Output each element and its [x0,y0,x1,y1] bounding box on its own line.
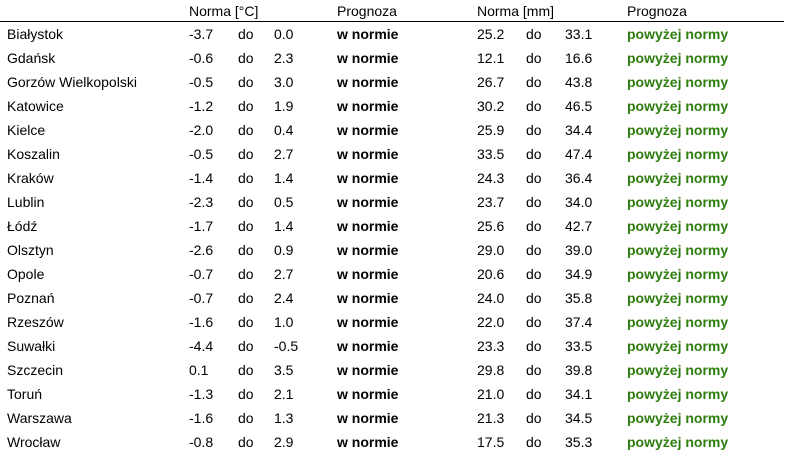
temp-max-cell: 2.7 [274,266,294,282]
temp-forecast-cell: w normie [337,434,399,450]
city-cell: Rzeszów [7,314,64,330]
table-row [0,70,800,94]
city-cell: Kielce [7,122,46,138]
city-cell: Katowice [7,98,64,114]
temp-max-cell: 2.7 [274,146,294,162]
header-precip-forecast: Prognoza [627,3,687,19]
precip-range-separator: do [526,362,542,378]
table-row [0,214,800,238]
temp-min-cell: -0.5 [189,146,214,162]
precip-max-cell: 39.8 [565,362,593,378]
temp-min-cell: -3.7 [189,26,214,42]
temp-range-separator: do [238,386,254,402]
table-row [0,190,800,214]
precip-range-separator: do [526,122,542,138]
precip-max-cell: 34.5 [565,410,593,426]
temp-max-cell: 0.5 [274,194,294,210]
city-cell: Poznań [7,290,55,306]
precip-max-cell: 36.4 [565,170,593,186]
precip-min-cell: 12.1 [477,50,505,66]
temp-max-cell: -0.5 [274,338,299,354]
table-row [0,310,800,334]
temp-range-separator: do [238,338,254,354]
precip-min-cell: 21.3 [477,410,505,426]
table-row [0,94,800,118]
precip-forecast-cell: powyżej normy [627,194,729,210]
temp-min-cell: 0.1 [189,362,209,378]
precip-max-cell: 33.5 [565,338,593,354]
temp-forecast-cell: w normie [337,338,399,354]
precip-min-cell: 21.0 [477,386,505,402]
table-row [0,358,800,382]
precip-forecast-cell: powyżej normy [627,410,729,426]
temp-min-cell: -1.6 [189,410,214,426]
temp-range-separator: do [238,74,254,90]
table-row [0,262,800,286]
temp-min-cell: -0.8 [189,434,214,450]
table-row [0,430,800,454]
precip-range-separator: do [526,290,542,306]
precip-range-separator: do [526,410,542,426]
city-cell: Toruń [7,386,43,402]
temp-range-separator: do [238,146,254,162]
precip-min-cell: 24.0 [477,290,505,306]
table-row [0,142,800,166]
table-row [0,22,800,46]
precip-range-separator: do [526,98,542,114]
city-cell: Gorzów Wielkopolski [7,74,137,90]
temp-max-cell: 0.0 [274,26,294,42]
precip-forecast-cell: powyżej normy [627,338,729,354]
table-row [0,406,800,430]
table-header [0,0,800,22]
precip-max-cell: 42.7 [565,218,593,234]
precip-min-cell: 24.3 [477,170,505,186]
header-temp-forecast: Prognoza [337,3,397,19]
precip-forecast-cell: powyżej normy [627,170,729,186]
precip-min-cell: 33.5 [477,146,505,162]
temp-min-cell: -2.3 [189,194,214,210]
temp-forecast-cell: w normie [337,218,399,234]
precip-range-separator: do [526,194,542,210]
table-row [0,166,800,190]
city-cell: Olsztyn [7,242,54,258]
precip-range-separator: do [526,266,542,282]
temp-range-separator: do [238,434,254,450]
temp-max-cell: 0.4 [274,122,294,138]
precip-forecast-cell: powyżej normy [627,290,729,306]
temp-max-cell: 1.0 [274,314,294,330]
precip-max-cell: 35.3 [565,434,593,450]
city-cell: Kraków [7,170,54,186]
precip-range-separator: do [526,242,542,258]
temp-max-cell: 2.4 [274,290,294,306]
temp-forecast-cell: w normie [337,410,399,426]
precip-min-cell: 26.7 [477,74,505,90]
city-cell: Opole [7,266,45,282]
temp-range-separator: do [238,26,254,42]
table-row [0,286,800,310]
precip-range-separator: do [526,26,542,42]
precip-forecast-cell: powyżej normy [627,122,729,138]
precip-forecast-cell: powyżej normy [627,26,729,42]
precip-forecast-cell: powyżej normy [627,362,729,378]
city-cell: Gdańsk [7,50,56,66]
precip-range-separator: do [526,146,542,162]
temp-min-cell: -2.6 [189,242,214,258]
precip-forecast-cell: powyżej normy [627,266,729,282]
temp-min-cell: -0.7 [189,290,214,306]
temp-min-cell: -0.6 [189,50,214,66]
temp-range-separator: do [238,170,254,186]
temp-range-separator: do [238,314,254,330]
temp-min-cell: -1.7 [189,218,214,234]
precip-forecast-cell: powyżej normy [627,434,729,450]
temp-forecast-cell: w normie [337,242,399,258]
temp-max-cell: 1.9 [274,98,294,114]
precip-max-cell: 34.1 [565,386,593,402]
precip-forecast-cell: powyżej normy [627,218,729,234]
city-cell: Suwałki [7,338,56,354]
temp-range-separator: do [238,194,254,210]
precip-max-cell: 39.0 [565,242,593,258]
temp-forecast-cell: w normie [337,266,399,282]
precip-max-cell: 16.6 [565,50,593,66]
temp-max-cell: 1.3 [274,410,294,426]
temp-range-separator: do [238,266,254,282]
city-cell: Koszalin [7,146,60,162]
precip-forecast-cell: powyżej normy [627,98,729,114]
temp-forecast-cell: w normie [337,290,399,306]
precip-range-separator: do [526,386,542,402]
precip-max-cell: 33.1 [565,26,593,42]
temp-max-cell: 1.4 [274,170,294,186]
temp-min-cell: -4.4 [189,338,214,354]
temp-forecast-cell: w normie [337,74,399,90]
city-cell: Łódź [7,218,38,234]
precip-forecast-cell: powyżej normy [627,386,729,402]
header-temp-norm: Norma [°C] [189,3,259,19]
city-cell: Warszawa [7,410,72,426]
precip-max-cell: 43.8 [565,74,593,90]
temp-forecast-cell: w normie [337,362,399,378]
precip-min-cell: 17.5 [477,434,505,450]
temp-min-cell: -1.2 [189,98,214,114]
temp-forecast-cell: w normie [337,50,399,66]
city-cell: Białystok [7,26,64,42]
temp-range-separator: do [238,410,254,426]
temp-range-separator: do [238,98,254,114]
city-cell: Lublin [7,194,45,210]
precip-max-cell: 47.4 [565,146,593,162]
precip-forecast-cell: powyżej normy [627,50,729,66]
precip-forecast-cell: powyżej normy [627,314,729,330]
table-row [0,238,800,262]
precip-range-separator: do [526,218,542,234]
temp-min-cell: -2.0 [189,122,214,138]
table-row [0,118,800,142]
temp-min-cell: -1.3 [189,386,214,402]
precip-max-cell: 34.9 [565,266,593,282]
precip-forecast-cell: powyżej normy [627,146,729,162]
table-row [0,382,800,406]
precip-range-separator: do [526,50,542,66]
temp-max-cell: 2.3 [274,50,294,66]
precip-range-separator: do [526,74,542,90]
temp-forecast-cell: w normie [337,170,399,186]
precip-min-cell: 29.8 [477,362,505,378]
temp-forecast-cell: w normie [337,314,399,330]
precip-range-separator: do [526,314,542,330]
temp-range-separator: do [238,122,254,138]
precip-max-cell: 34.0 [565,194,593,210]
precip-min-cell: 25.9 [477,122,505,138]
table-body [0,22,800,454]
temp-min-cell: -1.6 [189,314,214,330]
precip-min-cell: 25.2 [477,26,505,42]
temp-min-cell: -0.5 [189,74,214,90]
precip-min-cell: 20.6 [477,266,505,282]
temp-forecast-cell: w normie [337,26,399,42]
precip-min-cell: 23.7 [477,194,505,210]
precip-max-cell: 37.4 [565,314,593,330]
temp-forecast-cell: w normie [337,386,399,402]
city-cell: Szczecin [7,362,64,378]
precip-min-cell: 29.0 [477,242,505,258]
temp-range-separator: do [238,290,254,306]
temp-max-cell: 1.4 [274,218,294,234]
temp-max-cell: 3.5 [274,362,294,378]
precip-min-cell: 30.2 [477,98,505,114]
precip-min-cell: 22.0 [477,314,505,330]
temp-min-cell: -1.4 [189,170,214,186]
temp-forecast-cell: w normie [337,98,399,114]
precip-min-cell: 25.6 [477,218,505,234]
temp-max-cell: 3.0 [274,74,294,90]
precip-range-separator: do [526,338,542,354]
precip-min-cell: 23.3 [477,338,505,354]
precip-range-separator: do [526,434,542,450]
temp-forecast-cell: w normie [337,194,399,210]
temp-range-separator: do [238,50,254,66]
city-cell: Wrocław [7,434,61,450]
temp-max-cell: 0.9 [274,242,294,258]
precip-range-separator: do [526,170,542,186]
temp-range-separator: do [238,218,254,234]
temp-forecast-cell: w normie [337,122,399,138]
temp-min-cell: -0.7 [189,266,214,282]
temp-range-separator: do [238,362,254,378]
temp-range-separator: do [238,242,254,258]
precip-max-cell: 46.5 [565,98,593,114]
temp-max-cell: 2.1 [274,386,294,402]
table-row [0,46,800,70]
precip-forecast-cell: powyżej normy [627,74,729,90]
header-precip-norm: Norma [mm] [477,3,554,19]
precip-max-cell: 34.4 [565,122,593,138]
temp-max-cell: 2.9 [274,434,294,450]
precip-max-cell: 35.8 [565,290,593,306]
table-row [0,334,800,358]
precip-forecast-cell: powyżej normy [627,242,729,258]
temp-forecast-cell: w normie [337,146,399,162]
